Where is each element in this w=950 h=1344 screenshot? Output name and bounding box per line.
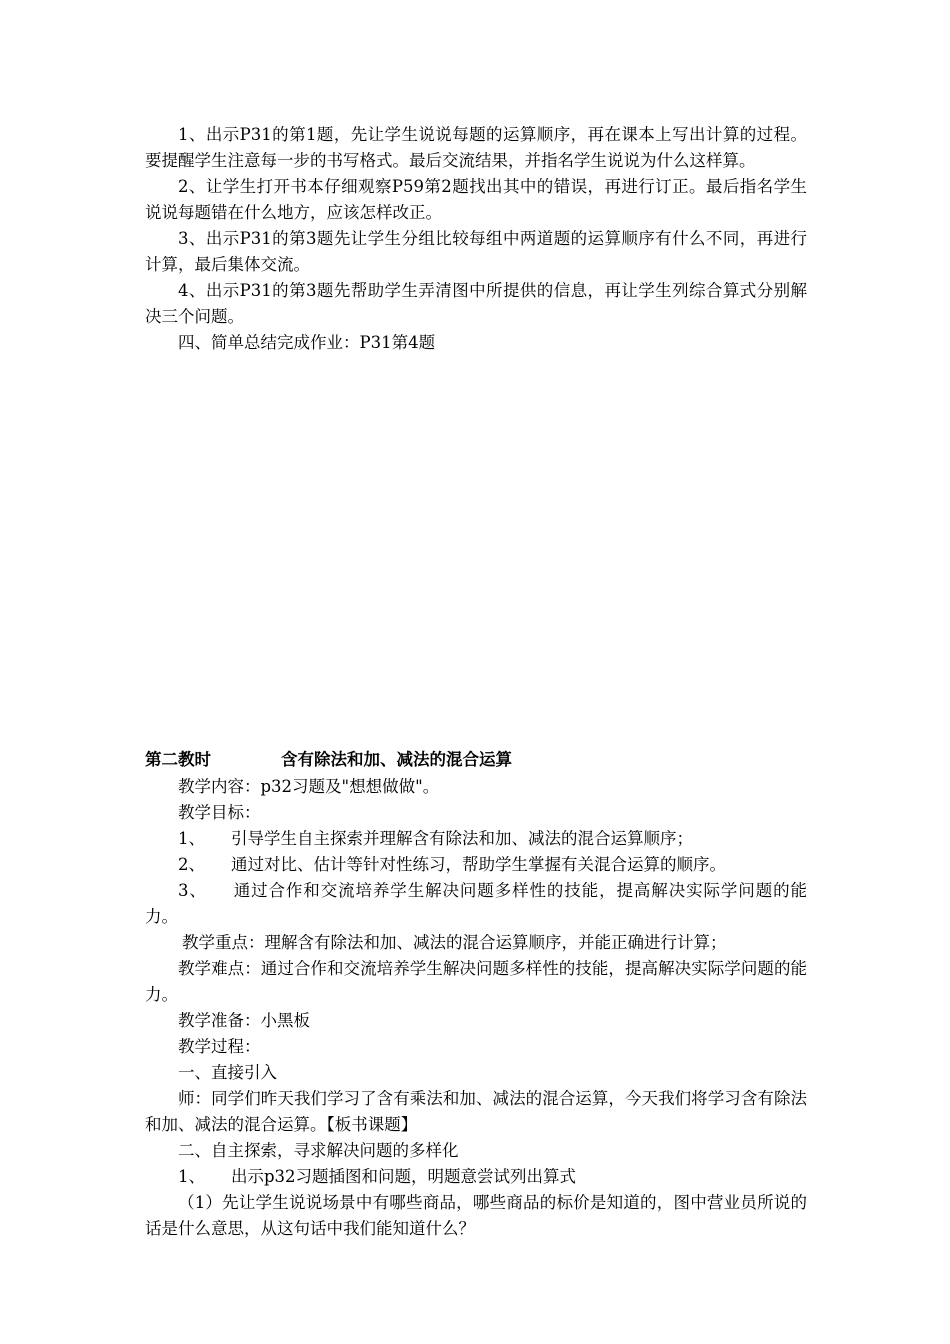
teaching-content: 教学内容：p32习题及"想想做做"。 <box>178 777 440 796</box>
key-point: 教学重点：理解含有除法和加、减法的混合运算顺序，并能正确进行计算； <box>182 933 727 952</box>
lesson-one-practice-section <box>145 122 807 356</box>
practice-paragraph-1: 1、出示P31的第1题，先让学生说说每题的运算顺序，再在课本上写出计算的过程。要提醒学生注意每一步的书写格式。最后交流结果，并指名学生说说为什么这样算。 <box>145 125 807 170</box>
process-label: 教学过程： <box>178 1037 261 1056</box>
section-title <box>145 746 807 774</box>
objective-2 <box>145 852 807 878</box>
practice-paragraph-2: 2、让学生打开书本仔细观察P59第2题找出其中的错误，再进行订正。最后指名学生说说每题错在什么地方，应该怎样改正。 <box>145 177 807 222</box>
objective-1 <box>145 826 807 852</box>
explore-item-1-num: 1、 <box>178 1167 205 1186</box>
objective-2-text: 通过对比、估计等针对性练习，帮助学生掌握有关混合运算的顺序。 <box>231 855 726 874</box>
objective-2-num: 2、 <box>178 855 205 874</box>
objectives-label: 教学目标： <box>178 803 261 822</box>
explore-sub-item-1: （1）先让学生说说场景中有哪些商品，哪些商品的标价是知道的，图中营业员所说的话是什么意思，从这句话中我们能知道什么？ <box>145 1193 807 1238</box>
preparation: 教学准备：小黑板 <box>178 1011 310 1030</box>
second-lesson-section <box>145 746 807 1242</box>
practice-paragraph-4: 4、出示P31的第3题先帮助学生弄清图中所提供的信息，再让学生列综合算式分别解决三个问题。 <box>145 281 807 326</box>
objective-1-num: 1、 <box>178 829 205 848</box>
objective-1-text: 引导学生自主探索并理解含有除法和加、减法的混合运算顺序； <box>231 829 693 848</box>
summary-homework: 四、简单总结完成作业：P31第4题 <box>178 333 436 352</box>
objective-3-num: 3、 <box>178 881 207 900</box>
objective-3 <box>145 878 807 930</box>
explore-item-1-text: 出示p32习题插图和问题，明题意尝试列出算式 <box>231 1167 577 1186</box>
section-title-topic: 含有除法和加、减法的混合运算 <box>281 750 512 769</box>
practice-paragraph-3: 3、出示P31的第3题先让学生分组比较每组中两道题的运算顺序有什么不同，再进行计算，最后集体交流。 <box>145 229 807 274</box>
section-title-lesson: 第二教时 <box>145 750 211 769</box>
step-direct-intro: 一、直接引入 <box>178 1063 277 1082</box>
teacher-words: 师：同学们昨天我们学习了含有乘法和加、减法的混合运算，今天我们将学习含有除法和加、减法的混合运算。【板书课题】 <box>145 1089 807 1134</box>
step-self-explore: 二、自主探索，寻求解决问题的多样化 <box>178 1141 459 1160</box>
explore-item-1 <box>145 1164 807 1190</box>
objective-3-text: 通过合作和交流培养学生解决问题多样性的技能，提高解决实际学问题的能力。 <box>145 881 808 926</box>
difficulty: 教学难点：通过合作和交流培养学生解决问题多样性的技能，提高解决实际学问题的能力。 <box>145 959 807 1004</box>
